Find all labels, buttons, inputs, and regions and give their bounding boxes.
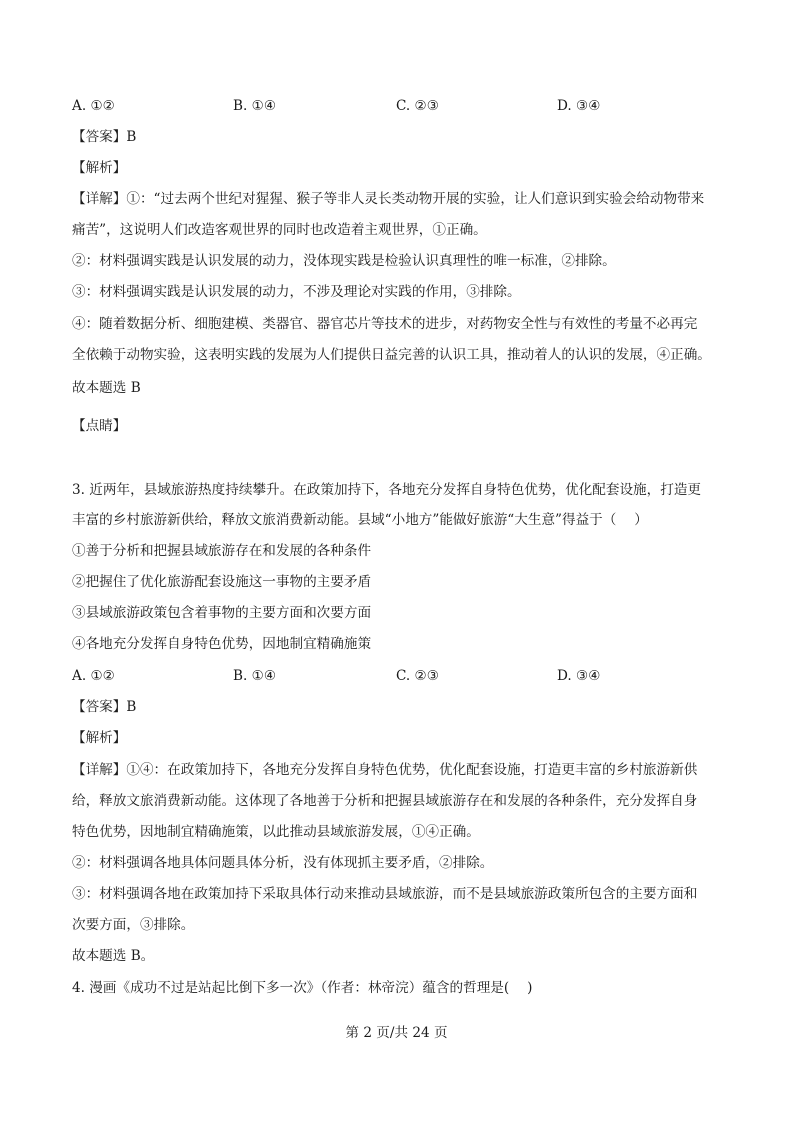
q3-item: ③县域旅游政策包含着事物的主要方面和次要方面 (72, 605, 372, 621)
q3-detail-line: 特色优势，因地制宜精确施策，以此推动县域旅游发展，①④正确。 (72, 824, 480, 840)
q2-detail-line: 【详解】①：“过去两个世纪对猩猩、猴子等非人灵长类动物开展的实验，让人们意识到实验会给动物带来 (72, 191, 705, 207)
q3-option-b: B. ①④ (233, 668, 277, 684)
page-footer: 第 2 页/共 24 页 (345, 1025, 448, 1041)
q2-detail-line: ②：材料强调实践是认识发展的动力，没体现实践是检验认识真理性的唯一标准，②排除。 (72, 253, 616, 269)
q2-option-d: D. ③④ (557, 98, 601, 114)
q2-analysis-label: 【解析】 (72, 160, 127, 176)
q3-item: ④各地充分发挥自身特色优势，因地制宜精确施策 (72, 636, 372, 652)
q3-stem-line: 3. 近两年，县域旅游热度持续攀升。在政策加持下，各地充分发挥自身特色优势，优化配套设施，打造更 (72, 482, 702, 498)
q3-option-c: C. ②③ (396, 668, 439, 684)
q3-detail-line: ③：材料强调各地在政策加持下采取具体行动来推动县域旅游，而不是县域旅游政策所包含的主要方面和 (72, 886, 698, 902)
q2-option-b: B. ①④ (233, 98, 277, 114)
q3-detail-line: 次要方面，③排除。 (72, 917, 195, 933)
q2-detail-line: 痛苦”，这说明人们改造客观世界的同时也改造着主观世界，①正确。 (72, 222, 487, 238)
q3-stem-line: 丰富的乡村旅游新供给，释放文旅消费新动能。县域“小地方”能做好旅游“大生意”得益于（ ） (72, 512, 648, 528)
q3-analysis-label: 【解析】 (72, 730, 127, 746)
q3-option-a: A. ①② (72, 668, 115, 684)
q3-detail-line: ②：材料强调各地具体问题具体分析，没有体现抓主要矛盾，②排除。 (72, 855, 494, 871)
q3-option-d: D. ③④ (557, 668, 601, 684)
q3-answer: 【答案】B (72, 699, 137, 715)
q3-item: ①善于分析和把握县域旅游存在和发展的各种条件 (72, 543, 372, 559)
q2-conclusion: 故本题选 B (72, 380, 141, 396)
q3-detail-line: 【详解】①④：在政策加持下，各地充分发挥自身特色优势，优化配套设施，打造更丰富的乡村旅游新供 (72, 762, 698, 778)
q2-option-c: C. ②③ (396, 98, 439, 114)
q3-item: ②把握住了优化旅游配套设施这一事物的主要矛盾 (72, 574, 372, 590)
q2-detail-line: 全依赖于动物实验，这表明实践的发展为人们提供日益完善的认识工具，推动着人的认识的发展，④正确。 (72, 347, 711, 363)
q4-stem: 4. 漫画《成功不过是站起比倒下多一次》（作者：林帝浣）蕴含的哲理是( ) (72, 980, 533, 996)
q2-comment-label: 【点睛】 (72, 418, 127, 434)
q2-option-a: A. ①② (72, 98, 115, 114)
q2-detail-line: ③：材料强调实践是认识发展的动力，不涉及理论对实践的作用，③排除。 (72, 284, 521, 300)
q3-detail-line: 给，释放文旅消费新动能。这体现了各地善于分析和把握县域旅游存在和发展的各种条件，充分发挥自身 (72, 793, 698, 809)
q2-detail-line: ④：随着数据分析、细胞建模、类器官、器官芯片等技术的进步，对药物安全性与有效性的考量不必再完 (72, 316, 698, 332)
q3-conclusion: 故本题选 B。 (72, 948, 155, 964)
q2-answer: 【答案】B (72, 129, 137, 145)
